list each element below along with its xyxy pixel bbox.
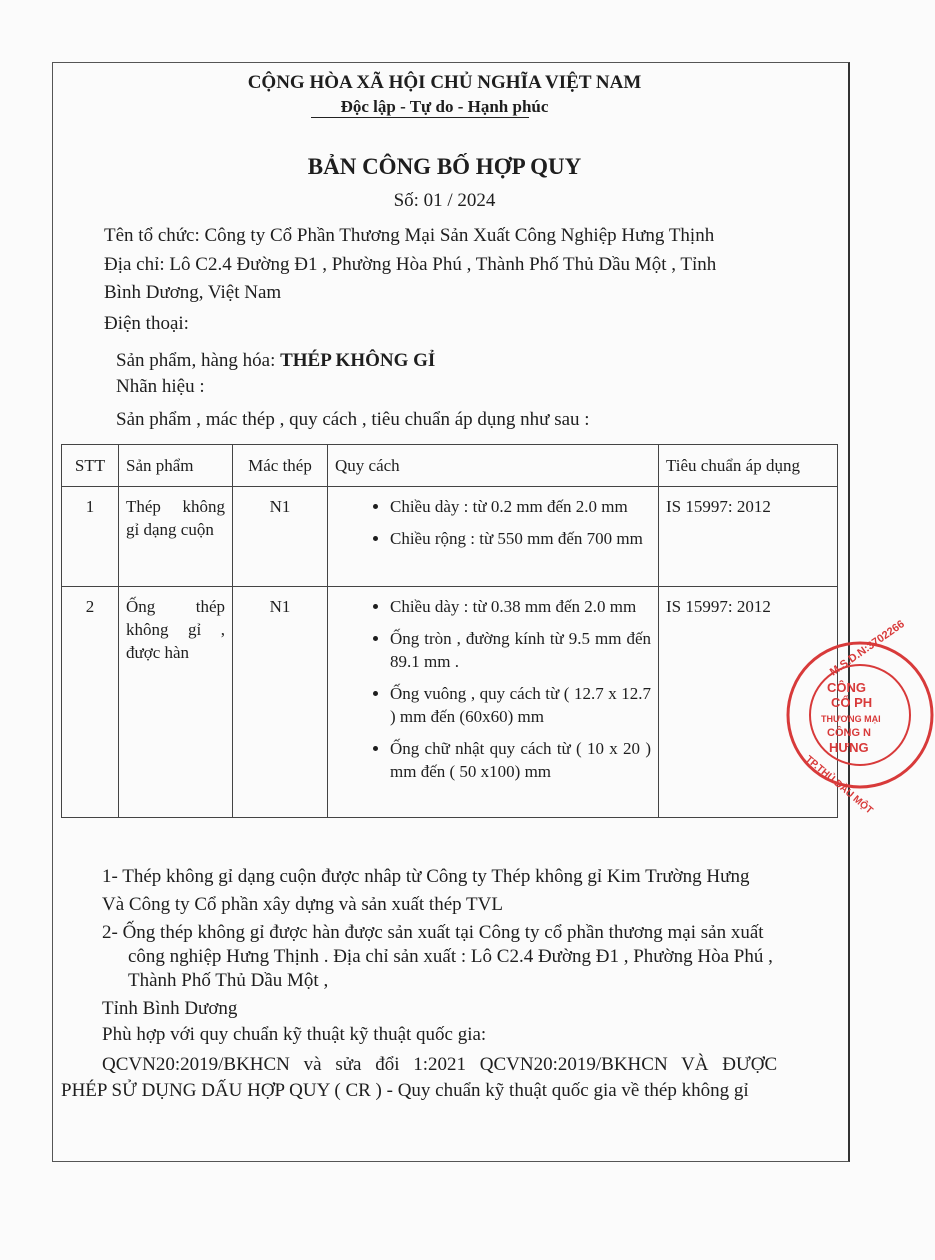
brand-label: Nhãn hiệu : [116, 376, 205, 397]
svg-text:THƯƠNG MẠI: THƯƠNG MẠI [821, 714, 881, 724]
cell-standard: IS 15997: 2012 [659, 487, 838, 587]
header-grade: Mác thép [233, 445, 328, 487]
svg-text:CÔNG N: CÔNG N [827, 727, 871, 739]
svg-text:M.S.D.N:3702266: M.S.D.N:3702266 [827, 618, 907, 679]
spec-item: • Chiều rộng : từ 550 mm đến 700 mm [390, 527, 651, 550]
regulation-line-2: PHÉP SỬ DỤNG DẤU HỢP QUY ( CR ) - Quy chuẩn kỹ thuật quốc gia về thép không gỉ [61, 1080, 749, 1101]
table-header-row [62, 445, 838, 487]
organization-name: Tên tổ chức: Công ty Cổ Phần Thương Mại Sản Xuất Công Nghiệp Hưng Thịnh [104, 225, 715, 246]
spec-item: • Ống vuông , quy cách từ ( 12.7 x 12.7 ) mm đến (60x60) mm [390, 682, 651, 728]
header-stt: STT [62, 445, 119, 487]
product-label: Sản phẩm, hàng hóa: [116, 350, 281, 371]
cell-grade: N1 [233, 487, 328, 587]
cell-stt: 1 [62, 487, 119, 587]
regulation-line-1: QCVN20:2019/BKHCN và sửa đổi 1:2021 QCVN20:2019/BKHCN VÀ ĐƯỢC [102, 1054, 778, 1075]
table-row [62, 587, 838, 818]
table-row [62, 487, 838, 587]
header-product: Sản phẩm [119, 445, 233, 487]
spec-item: • Chiều dày : từ 0.2 mm đến 2.0 mm [390, 495, 651, 518]
svg-text:CỔ PH: CỔ PH [831, 695, 873, 710]
svg-text:CÔNG: CÔNG [827, 680, 866, 695]
product-line [116, 350, 435, 372]
spec-item: • Chiều dày : từ 0.38 mm đến 2.0 mm [390, 595, 651, 618]
svg-text:HƯNG: HƯNG [829, 740, 869, 755]
cell-spec [328, 487, 659, 587]
phone-label: Điện thoại: [104, 313, 189, 334]
address-line-1: Địa chỉ: Lô C2.4 Đường Đ1 , Phường Hòa Phú , Thành Phố Thủ Dầu Một , Tỉnh [104, 254, 717, 275]
spec-item: • Ống tròn , đường kính từ 9.5 mm đến 89.1 mm . [390, 627, 651, 673]
conformity-statement: Phù hợp với quy chuẩn kỹ thuật kỹ thuật quốc gia: [102, 1024, 487, 1045]
note-1-line-1: 1- Thép không gỉ dạng cuộn được nhâp từ Công ty Thép không gỉ Kim Trường Hưng [102, 866, 750, 887]
document-number: Số: 01 / 2024 [393, 190, 496, 211]
svg-text:TP.THỦ DẦU MỘT: TP.THỦ DẦU MỘT [803, 753, 875, 817]
table-intro: Sản phẩm , mác thép , quy cách , tiêu chuẩn áp dụng như sau : [116, 409, 590, 430]
cell-stt: 2 [62, 587, 119, 818]
cell-spec [328, 587, 659, 818]
product-value: THÉP KHÔNG GỈ [280, 350, 436, 371]
address-line-2: Bình Dương, Việt Nam [104, 282, 282, 303]
note-1-line-2: Và Công ty Cổ phần xây dựng và sản xuất thép TVL [102, 894, 503, 915]
cell-standard: IS 15997: 2012 [659, 587, 838, 818]
note-2-line-1: 2- Ống thép không gỉ được hàn được sản xuất tại Công ty cổ phần thương mại sản xuất [102, 922, 764, 943]
province: Tỉnh Bình Dương [102, 998, 238, 1019]
product-table [61, 444, 838, 818]
nation-heading: CỘNG HÒA XÃ HỘI CHỦ NGHĨA VIỆT NAM [247, 72, 642, 93]
cell-product: Ống thép không gỉ , được hàn [119, 587, 233, 818]
header-spec: Quy cách [328, 445, 659, 487]
cell-grade: N1 [233, 587, 328, 818]
note-2-line-3: Thành Phố Thủ Dầu Một , [128, 970, 329, 991]
motto-underline [311, 117, 529, 118]
document-title: BẢN CÔNG BỐ HỢP QUY [307, 154, 582, 179]
company-seal [785, 618, 935, 817]
note-2-line-2: công nghiệp Hưng Thịnh . Địa chỉ sản xuất : Lô C2.4 Đường Đ1 , Phường Hòa Phú , [128, 946, 773, 967]
spec-item: • Ống chữ nhật quy cách từ ( 10 x 20 ) mm đến ( 50 x100) mm [390, 737, 651, 783]
header-standard: Tiêu chuẩn áp dụng [659, 445, 838, 487]
motto: Độc lập - Tự do - Hạnh phúc [340, 97, 549, 116]
cell-product: Thép không gỉ dạng cuộn [119, 487, 233, 587]
